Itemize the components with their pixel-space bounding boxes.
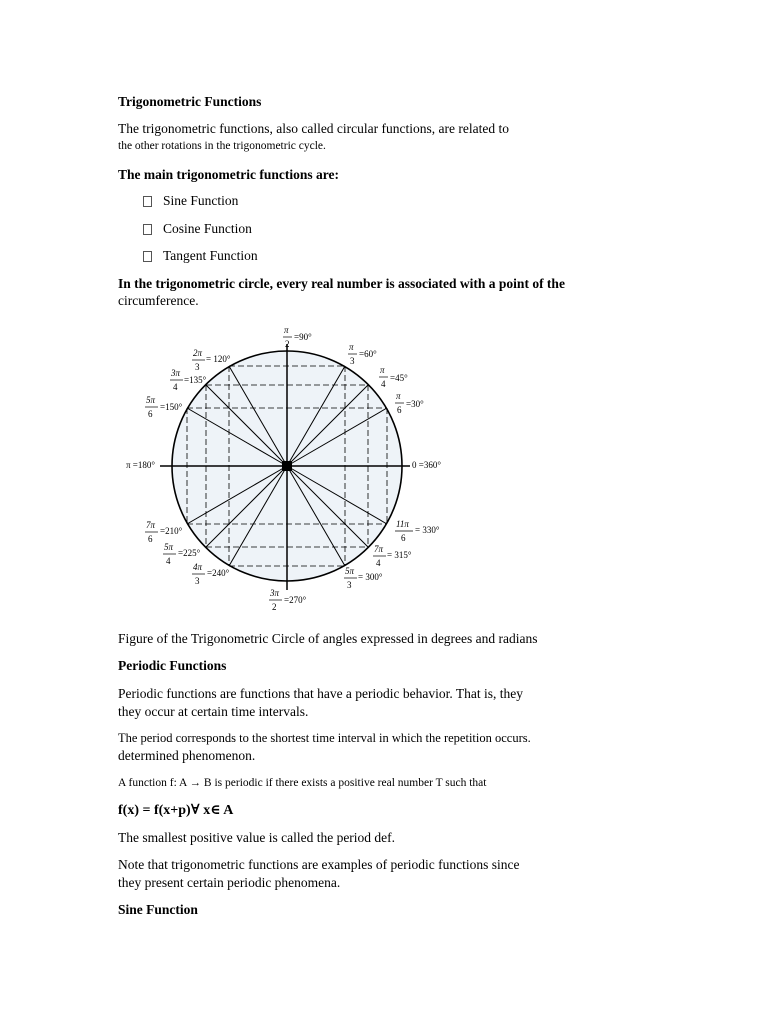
figure-caption: Figure of the Trigonometric Circle of angles expressed in degrees and radians — [118, 631, 538, 646]
svg-text:7π: 7π — [146, 520, 156, 530]
svg-text:=135°: =135° — [184, 375, 207, 385]
angle-label-270 — [269, 588, 307, 612]
angle-label-330 — [395, 519, 440, 543]
svg-text:=60°: =60° — [359, 349, 377, 359]
svg-text:2π: 2π — [193, 348, 203, 358]
angle-label-60 — [348, 342, 377, 366]
svg-text:π: π — [349, 342, 354, 352]
trigonometric-circle-figure — [110, 320, 460, 620]
svg-text:7π: 7π — [374, 544, 384, 554]
angle-label-30 — [395, 391, 424, 415]
periodic-formula: f(x) = f(x+p)∀ x∈ A — [118, 803, 234, 818]
center-point — [282, 461, 292, 471]
main-functions-heading: The main trigonometric functions are: — [118, 167, 339, 182]
angle-label-300 — [344, 566, 383, 590]
periodic-paragraph-1-line-2: they occur at certain time intervals. — [118, 704, 309, 719]
svg-text:5π: 5π — [345, 566, 355, 576]
svg-text:π =180°: π =180° — [126, 460, 155, 470]
svg-text:5π: 5π — [146, 395, 156, 405]
angle-label-90 — [283, 325, 312, 349]
svg-text:3: 3 — [347, 580, 352, 590]
svg-text:3: 3 — [350, 356, 355, 366]
circle-statement-line-1: In the trigonometric circle, every real number is associated with a point of the — [118, 276, 565, 291]
svg-text:4: 4 — [381, 379, 386, 389]
circle-statement-line-2: circumference. — [118, 293, 199, 308]
list-item-sine: Sine Function — [163, 193, 239, 208]
svg-text:=225°: =225° — [178, 548, 201, 558]
svg-text:6: 6 — [148, 534, 153, 544]
intro-line-1: The trigonometric functions, also called circular functions, are related to — [118, 121, 509, 136]
svg-text:3: 3 — [195, 362, 200, 372]
angle-label-180 — [126, 460, 155, 470]
svg-text:=150°: =150° — [160, 402, 183, 412]
svg-text:3π: 3π — [171, 368, 181, 378]
angle-label-315 — [373, 544, 412, 568]
svg-text:3π: 3π — [270, 588, 280, 598]
svg-text:=90°: =90° — [294, 332, 312, 342]
svg-text:4: 4 — [173, 382, 178, 392]
svg-text:4π: 4π — [193, 562, 203, 572]
bullet-icon — [143, 196, 152, 207]
svg-text:5π: 5π — [164, 542, 174, 552]
svg-text:6: 6 — [401, 533, 406, 543]
svg-text:=30°: =30° — [406, 399, 424, 409]
angle-label-240 — [192, 562, 230, 586]
periodic-heading: Periodic Functions — [118, 658, 227, 673]
page-title: Trigonometric Functions — [118, 94, 262, 109]
svg-text:4: 4 — [166, 556, 171, 566]
svg-text:6: 6 — [397, 405, 402, 415]
svg-text:π: π — [284, 325, 289, 335]
svg-text:0 =360°: 0 =360° — [412, 460, 441, 470]
svg-text:4: 4 — [376, 558, 381, 568]
angle-label-0 — [412, 460, 441, 470]
bullet-icon — [143, 224, 152, 235]
periodic-paragraph-3: A function f: A → B is periodic if there exists a positive real number T such that — [118, 777, 487, 789]
periodic-paragraph-1-line-1: Periodic functions are functions that have a periodic behavior. That is, they — [118, 686, 524, 701]
sine-function-heading: Sine Function — [118, 902, 198, 917]
list-item-tangent: Tangent Function — [163, 248, 258, 263]
angle-label-150 — [145, 395, 183, 419]
periodic-paragraph-2-line-2: determined phenomenon. — [118, 748, 256, 763]
angle-label-45 — [379, 365, 408, 389]
svg-text:=270°: =270° — [284, 595, 307, 605]
svg-text:3: 3 — [195, 576, 200, 586]
periodic-paragraph-2-line-1: The period corresponds to the shortest time interval in which the repetition occurs. — [118, 731, 531, 745]
svg-text:= 300°: = 300° — [358, 572, 383, 582]
periodic-paragraph-5-line-1: Note that trigonometric functions are examples of periodic functions since — [118, 857, 520, 872]
list-item-cosine: Cosine Function — [163, 221, 252, 236]
svg-text:=240°: =240° — [207, 568, 230, 578]
bullet-icon — [143, 251, 152, 262]
svg-text:π: π — [380, 365, 385, 375]
svg-text:π: π — [396, 391, 401, 401]
svg-text:2: 2 — [285, 339, 290, 349]
periodic-paragraph-4: The smallest positive value is called the period def. — [118, 830, 396, 845]
svg-text:= 330°: = 330° — [415, 525, 440, 535]
intro-line-2: the other rotations in the trigonometric cycle. — [118, 140, 326, 152]
angle-label-210 — [145, 520, 183, 544]
periodic-paragraph-5-line-2: they present certain periodic phenomena. — [118, 875, 341, 890]
svg-text:= 315°: = 315° — [387, 550, 412, 560]
svg-text:11π: 11π — [396, 519, 409, 529]
svg-text:6: 6 — [148, 409, 153, 419]
svg-text:2: 2 — [272, 602, 277, 612]
svg-text:= 120°: = 120° — [206, 354, 231, 364]
svg-text:=210°: =210° — [160, 526, 183, 536]
svg-text:=45°: =45° — [390, 373, 408, 383]
